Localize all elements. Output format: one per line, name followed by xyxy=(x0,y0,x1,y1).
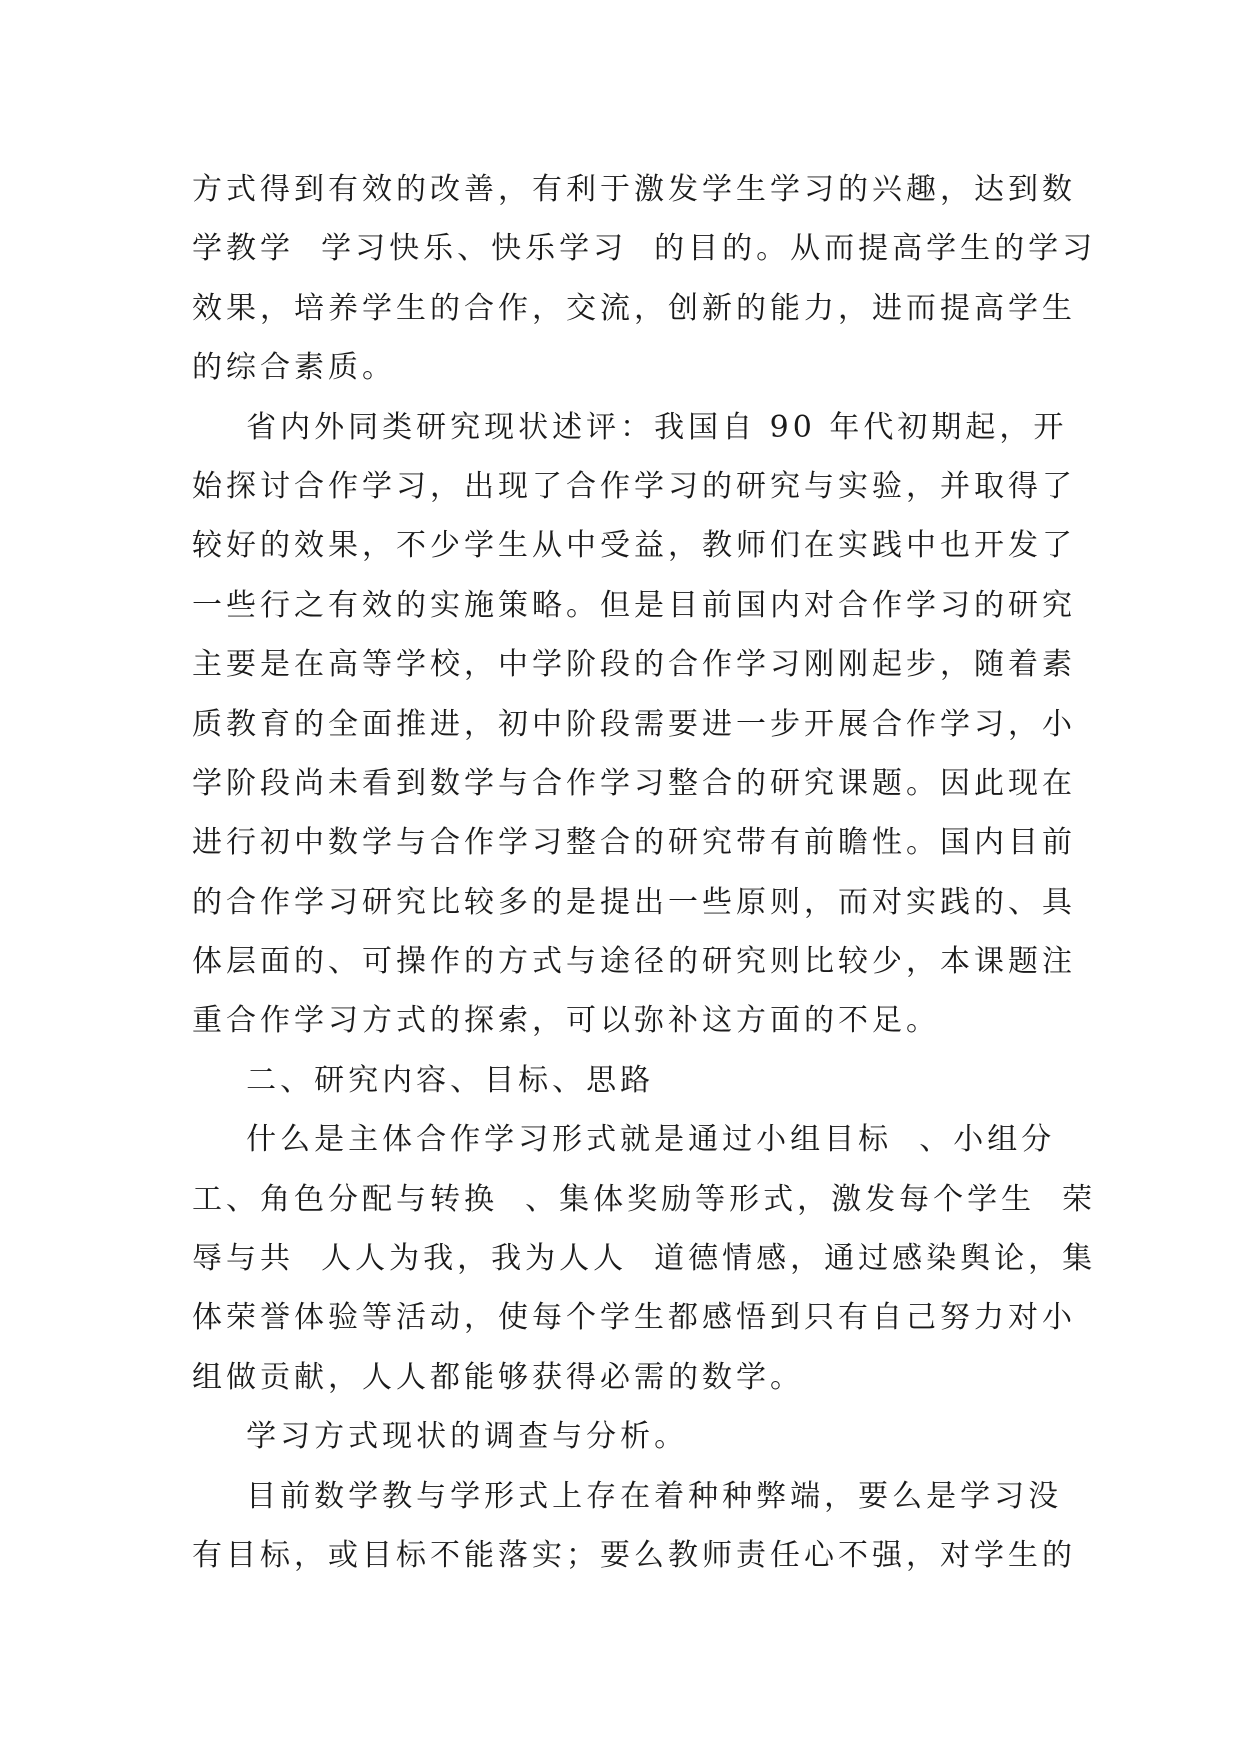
text-line: 重合作学习方式的探索，可以弥补这方面的不足。 xyxy=(192,1003,940,1039)
text-line: 组做贡献，人人都能够获得必需的数学。 xyxy=(192,1359,804,1395)
text-line: 主要是在高等学校，中学阶段的合作学习刚刚起步，随着素 xyxy=(192,647,1076,683)
text-line: 什么是主体合作学习形式就是通过小组目标 、小组分 xyxy=(192,1122,1056,1158)
text-line: 的合作学习研究比较多的是提出一些原则，而对实践的、具 xyxy=(192,884,1076,920)
text-line: 体层面的、可操作的方式与途径的研究则比较少，本课题注 xyxy=(192,944,1076,980)
text-line: 效果，培养学生的合作，交流，创新的能力，进而提高学生 xyxy=(192,290,1076,326)
text-line: 体荣誉体验等活动，使每个学生都感悟到只有自己努力对小 xyxy=(192,1300,1076,1336)
text-line: 学教学 学习快乐、快乐学习 的目的。从而提高学生的学习 xyxy=(192,231,1097,267)
text-line: 始探讨合作学习，出现了合作学习的研究与实验，并取得了 xyxy=(192,468,1076,504)
text-line: 方式得到有效的改善，有利于激发学生学习的兴趣，达到数 xyxy=(192,172,1076,207)
text-line: 进行初中数学与合作学习整合的研究带有前瞻性。国内目前 xyxy=(192,825,1076,861)
text-line: 省内外同类研究现状述评：我国自 90 年代初期起，开 xyxy=(192,409,1068,445)
text-line: 学阶段尚未看到数学与合作学习整合的研究课题。因此现在 xyxy=(192,765,1076,801)
text-line: 的综合素质。 xyxy=(192,350,396,386)
text-line: 目前数学教与学形式上存在着种种弊端，要么是学习没 xyxy=(192,1478,1063,1514)
text-line: 一些行之有效的实施策略。但是目前国内对合作学习的研究 xyxy=(192,587,1076,623)
text-line: 工、角色分配与转换 、集体奖励等形式，激发每个学生 荣 xyxy=(192,1181,1097,1217)
text-line: 较好的效果，不少学生从中受益，教师们在实践中也开发了 xyxy=(192,528,1076,564)
text-line: 有目标，或目标不能落实；要么教师责任心不强，对学生的 xyxy=(192,1537,1076,1573)
document-body-text xyxy=(192,160,1097,1585)
text-line: 辱与共 人人为我，我为人人 道德情感，通过感染舆论，集 xyxy=(192,1241,1097,1277)
text-line: 学习方式现状的调查与分析。 xyxy=(192,1419,689,1455)
text-line: 质教育的全面推进，初中阶段需要进一步开展合作学习，小 xyxy=(192,706,1076,742)
section-heading: 二、研究内容、目标、思路 xyxy=(192,1062,655,1098)
